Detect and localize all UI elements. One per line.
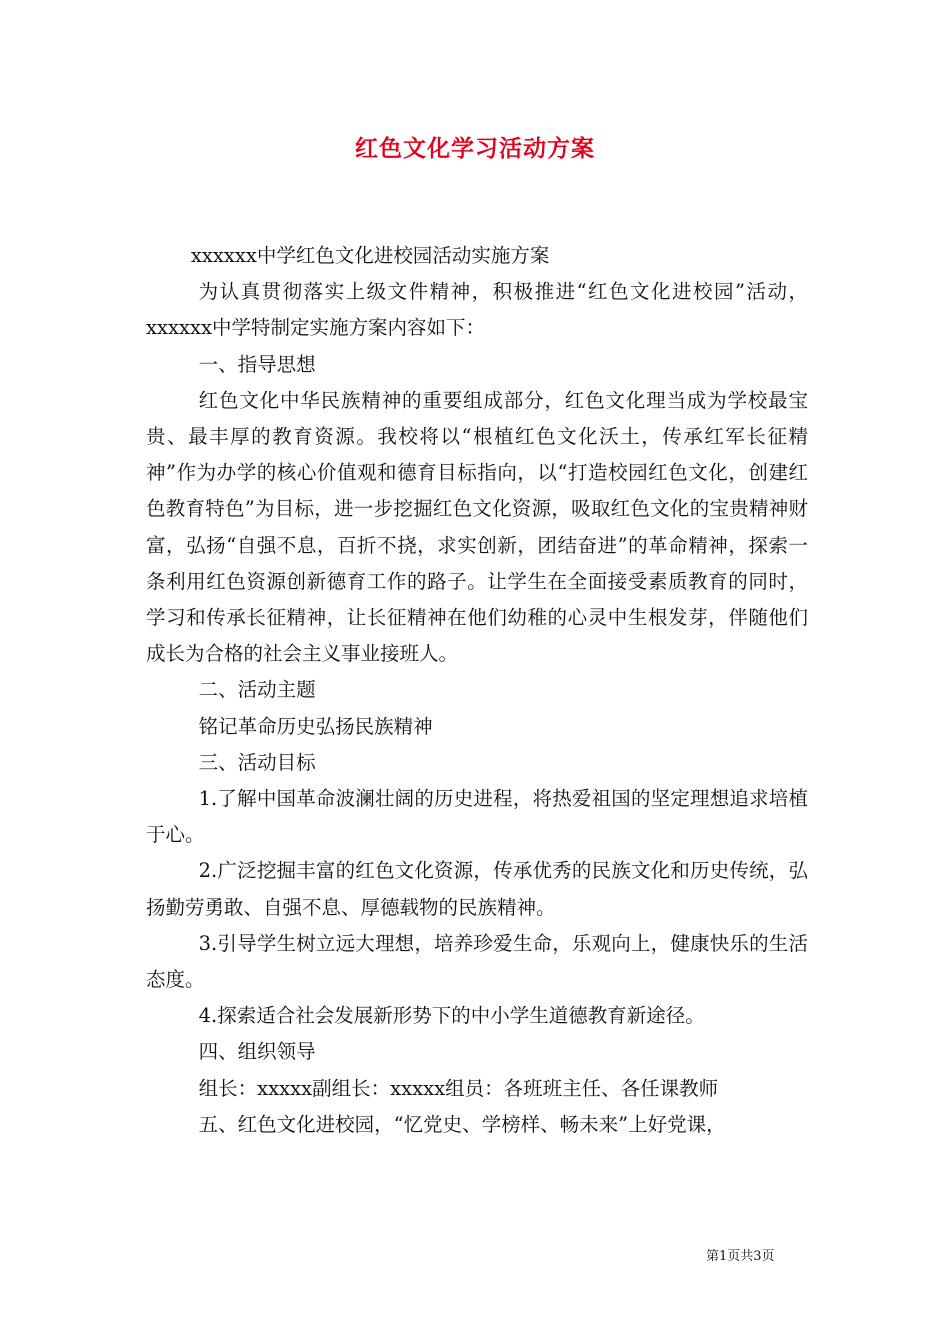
theme-paragraph: 铭记革命历史弘扬民族精神 bbox=[198, 714, 433, 738]
goal-item-1: 1.了解中国革命波澜壮阔的历史进程，将热爱祖国的坚定理想追求培植于心。 bbox=[146, 787, 808, 847]
section-heading-activities: 五、红色文化进校园，“忆党史、学榜样、畅未来”上好党课， bbox=[198, 1112, 726, 1136]
section-heading-leadership: 四、组织领导 bbox=[198, 1040, 316, 1064]
leadership-paragraph: 组长：xxxxx副组长：xxxxx组员：各班班主任、各任课教师 bbox=[198, 1076, 719, 1100]
section-heading-guiding-thought: 一、指导思想 bbox=[198, 352, 316, 376]
document-title: 红色文化学习活动方案 bbox=[355, 135, 595, 162]
plan-subtitle: xxxxxx中学红色文化进校园活动实施方案 bbox=[190, 244, 550, 267]
intro-paragraph: 为认真贯彻落实上级文件精神，积极推进“红色文化进校园”活动，xxxxxx中学特制定实施方案内容如下： bbox=[146, 280, 808, 340]
page-indicator: 第1页共3页 bbox=[706, 1249, 775, 1264]
guiding-thought-paragraph: 红色文化中华民族精神的重要组成部分，红色文化理当成为学校最宝贵、最丰厚的教育资源。我校将以“根植红色文化沃土，传承红军长征精神”作为办学的核心价值观和德育目标指向，以“打造校园红色文化，创建红色教育特色”为目标，进一步挖掘红色文化资源，吸取红色文化的宝贵精神财富，弘扬“自强不息，百折不挠，求实创新，团结奋进”的革命精神，探索一条利用红色资源创新德育工作的路子。让学生在全面接受素质教育的同时，学习和传承长征精神，让长征精神在他们幼稚的心灵中生根发芽，伴随他们成长为合格的社会主义事业接班人。 bbox=[146, 388, 808, 666]
document-body bbox=[146, 238, 808, 1143]
goal-item-4: 4.探索适合社会发展新形势下的中小学生道德教育新途径。 bbox=[198, 1004, 705, 1028]
goal-item-3: 3.引导学生树立远大理想，培养珍爱生命，乐观向上，健康快乐的生活态度。 bbox=[146, 931, 808, 992]
section-heading-theme: 二、活动主题 bbox=[198, 678, 316, 702]
goal-item-2: 2.广泛挖掘丰富的红色文化资源，传承优秀的民族文化和历史传统，弘扬勤劳勇敢、自强不息、厚德载物的民族精神。 bbox=[146, 859, 808, 919]
section-heading-goals: 三、活动目标 bbox=[198, 750, 316, 774]
